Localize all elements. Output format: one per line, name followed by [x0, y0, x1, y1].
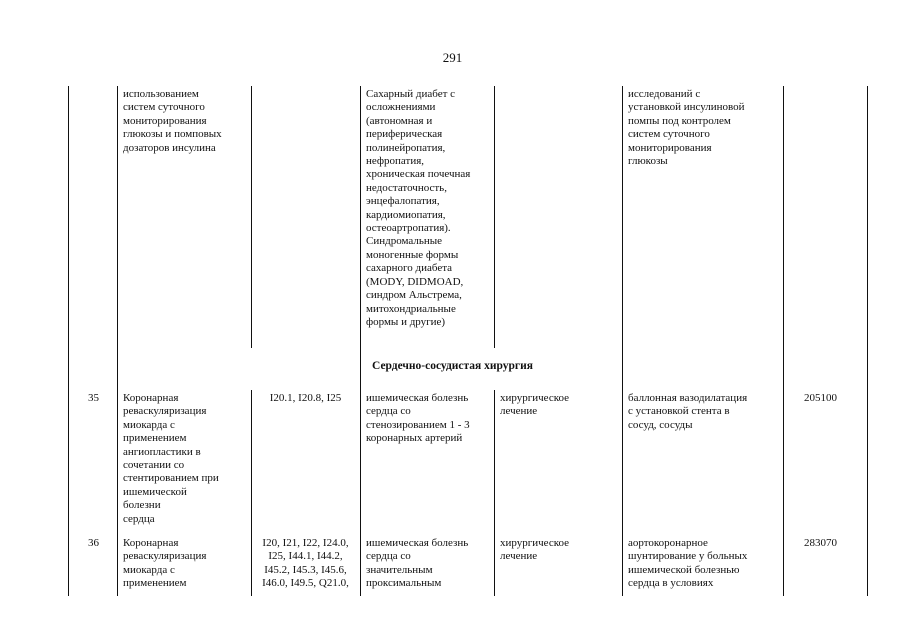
table-rule-1	[117, 86, 118, 596]
row-35-name: Коронарная реваскуляризация миокарда с применением ангиопластики в сочетании со стентированием при ишемической болезни сердца	[123, 392, 219, 525]
row-35-codes: I20.1, I20.8, I25	[269, 392, 342, 404]
continuation-model: Сахарный диабет с осложнениями (автономная и периферическая полинейропатия, нефропатия, хроническая почечная недостаточность, энцефалопатия, кардиомиопатия, остеоартропатия). Синдромальные моногенные формы сахарного диабета (MODY, DIDMOAD, синдром Альстрема, митохондриальные формы и другие)	[366, 88, 471, 328]
continuation-method: исследований с установкой инсулиновой помпы под контролем систем суточного мониторирования глюкозы	[628, 88, 745, 168]
row-35-price: 205100	[804, 392, 837, 404]
page-number: 291	[442, 50, 463, 65]
table-border-right	[867, 86, 868, 596]
table-rule-4b	[494, 390, 495, 596]
continuation-name: использованием систем суточного мониторирования глюкозы и помповых дозаторов инсулина	[123, 88, 222, 154]
table-rule-5	[622, 86, 623, 596]
table-rule-6	[783, 86, 784, 596]
row-35-model: ишемическая болезнь сердца со стенозированием 1 - 3 коронарных артерий	[366, 392, 470, 445]
row-36-model: ишемическая болезнь сердца со значительным проксимальным	[366, 537, 469, 590]
row-35-treatment: хирургическое лечение	[500, 392, 570, 418]
row-36-method: аортокоронарное шунтирование у больных ишемической болезнью сердца в условиях	[628, 537, 748, 590]
row-36-number: 36	[88, 537, 99, 549]
row-36-price: 283070	[804, 537, 837, 549]
table-rule-4	[494, 86, 495, 348]
row-36-codes: I20, I21, I22, I24.0, I25, I44.1, I44.2, I45.2, I45.3, I45.6, I46.0, I49.5, Q21.0,	[262, 537, 349, 590]
row-36-treatment: хирургическое лечение	[500, 537, 570, 563]
table-rule-2	[251, 86, 252, 348]
table-border-left	[68, 86, 69, 596]
row-36-name: Коронарная реваскуляризация миокарда с применением	[123, 537, 207, 590]
row-35-method: баллонная вазодилатация с установкой стента в сосуд, сосуды	[628, 392, 748, 431]
table-rule-2b	[251, 390, 252, 596]
row-35-number: 35	[88, 392, 99, 404]
section-title: Сердечно-сосудистая хирургия	[372, 360, 533, 372]
table-rule-3	[360, 86, 361, 596]
